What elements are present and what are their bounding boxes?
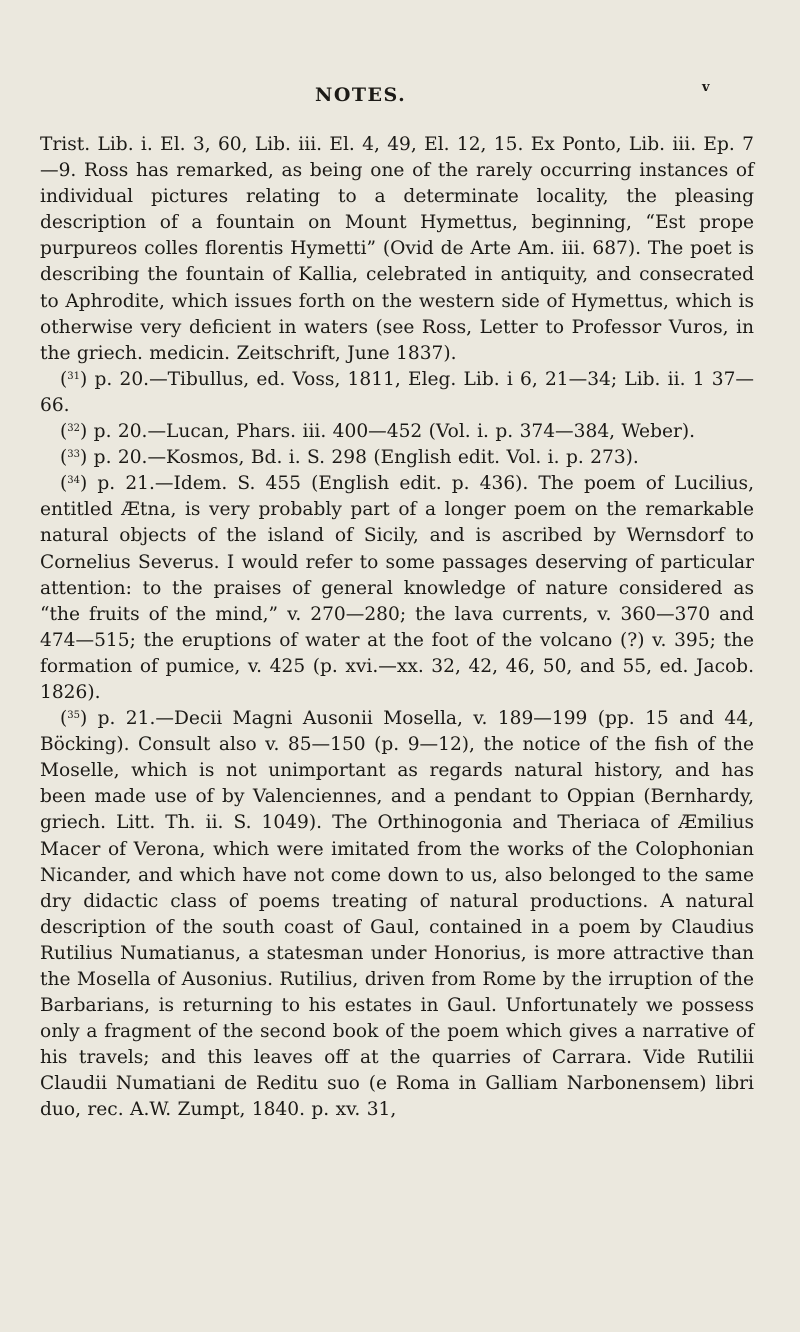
note-number: 35 — [67, 710, 80, 722]
note-text: p. 21.—Idem. S. 455 (English edit. p. 436). The poem of Lucilius, entitled Ætna, is very probably part of a longer poem on the remarkable natural objects of the island of Sicily, and is ascribed by Wernsdorf to Cornelius Severus. I would refer to some passages deserving of particular attention: to the praises of general knowledge of nature considered as “the fruits of the mind,” v. 270—280; the lava currents, v. 360—370 and 474—515; the eruptions of water at the foot of the volcano (?) v. 395; the formation of pumice, v. 425 (p. xvi.—xx. 32, 42, 46, 50, and 55, ed. Jacob. 1826). — [40, 473, 754, 703]
note-32: ($^{32}$) p. 20.—Lucan, Phars. iii. 400—452 (Vol. i. p. 374—384, Weber). — [60, 421, 696, 443]
page-header — [0, 80, 800, 114]
note-number: 34 — [67, 475, 80, 487]
note-text: p. 20.—Kosmos, Bd. i. S. 298 (English edit. Vol. i. p. 273). — [93, 447, 639, 469]
note-number: 31 — [67, 370, 80, 382]
note-33: ($^{33}$) p. 20.—Kosmos, Bd. i. S. 298 (English edit. Vol. i. p. 273). — [60, 447, 639, 469]
note-31: ($^{31}$) p. 20.—Tibullus, ed. Voss, 1811, Eleg. Lib. i 6, 21—34; Lib. ii. 1 37—66. — [40, 368, 754, 416]
note-number: 33 — [67, 449, 80, 461]
note-number: 32 — [67, 423, 80, 435]
note-text: p. 21.—Decii Magni Ausonii Mosella, v. 189—199 (pp. 15 and 44, Böcking). Consult also v. 85—150 (p. 9—12), the notice of the fish of the Moselle, which is not unimportant as regards natural history, and has been made use of by Valenciennes, and a pendant to Oppian (Bernhardy, griech. Litt. Th. ii. S. 1049). The Orthinogonia and Theriaca of Æmilius Macer of Verona, which were imitated from the works of the Colophonian Nicander, and which have not come down to us, also belonged to the same dry didactic class of poems treating of natural productions. A natural description of the south coast of Gaul, contained in a poem by Claudius Rutilius Numatianus, a statesman under Honorius, is more attractive than the Mosella of Ausonius. Rutilius, driven from Rome by the irruption of the Barbarians, is returning to his estates in Gaul. Unfortunately we possess only a fragment of the second book of the poem which gives a narrative of his travels; and this leaves off at the quarries of Carrara. Vide Rutilii Claudii Numatiani de Reditu suo (e Roma in Galliam Narbonensem) libri duo, rec. A.W. Zumpt, 1840. p. xv. 31, — [40, 708, 754, 1121]
note-paragraph-continuation — [40, 132, 754, 367]
signature-mark: v — [702, 80, 710, 95]
notes-text-block — [40, 132, 754, 1124]
note-text: Trist. Lib. i. El. 3, 60, Lib. iii. El. 4, 49, El. 12, 15. Ex Ponto, Lib. iii. Ep. 7—9. Ross has remarked, as being one of the rarely occurring instances of individual pictures relating to a determinate locality, the pleasing description of a fountain on Mount Hymettus, beginning, “Est prope purpureos colles florentis Hymetti” (Ovid de Arte Am. iii. 687). The poet is describing the fountain of Kallia, celebrated in antiquity, and consecrated to Aphrodite, which issues forth on the western side of Hymettus, which is otherwise very deficient in waters (see Ross, Letter to Professor Vuros, in the griech. medicin. Zeitschrift, June 1837). — [40, 134, 754, 364]
running-title: NOTES. — [315, 84, 407, 106]
note-text: p. 20.—Lucan, Phars. iii. 400—452 (Vol. i. p. 374—384, Weber). — [93, 421, 696, 443]
note-35: ($^{35}$) p. 21.—Decii Magni Ausonii Mosella, v. 189—199 (pp. 15 and 44, Böcking). Consult also v. 85—150 (p. 9—12), the notice of the fish of the Moselle, which is not unimportant as regards natural history, and has been made use of by Valenciennes, and a pendant to Oppian (Bernhardy, griech. Litt. Th. ii. S. 1049). The Orthinogonia and Theriaca of Æmilius Macer of Verona, which were imitated from the works of the Colophonian Nicander, and which have not come down to us, also belonged to the same dry didactic class of poems treating of natural productions. A natural description of the south coast of Gaul, contained in a poem by Claudius Rutilius Numatianus, a statesman under Honorius, is more attractive than the Mosella of Ausonius. Rutilius, driven from Rome by the irruption of the Barbarians, is returning to his estates in Gaul. Unfortunately we possess only a fragment of the second book of the poem which gives a narrative of his travels; and this leaves off at the quarries of Carrara. Vide Rutilii Claudii Numatiani de Reditu suo (e Roma in Galliam Narbonensem) libri duo, rec. A.W. Zumpt, 1840. p. xv. 31, — [40, 708, 754, 1121]
note-text: p. 20.—Tibullus, ed. Voss, 1811, Eleg. Lib. i 6, 21—34; Lib. ii. 1 37—66. — [40, 368, 754, 416]
note-34: ($^{34}$) p. 21.—Idem. S. 455 (English edit. p. 436). The poem of Lucilius, entitled Ætna, is very probably part of a longer poem on the remarkable natural objects of the island of Sicily, and is ascribed by Wernsdorf to Cornelius Severus. I would refer to some passages deserving of particular attention: to the praises of general knowledge of nature considered as “the fruits of the mind,” v. 270—280; the lava currents, v. 360—370 and 474—515; the eruptions of water at the foot of the volcano (?) v. 395; the formation of pumice, v. 425 (p. xvi.—xx. 32, 42, 46, 50, and 55, ed. Jacob. 1826). — [40, 473, 754, 703]
